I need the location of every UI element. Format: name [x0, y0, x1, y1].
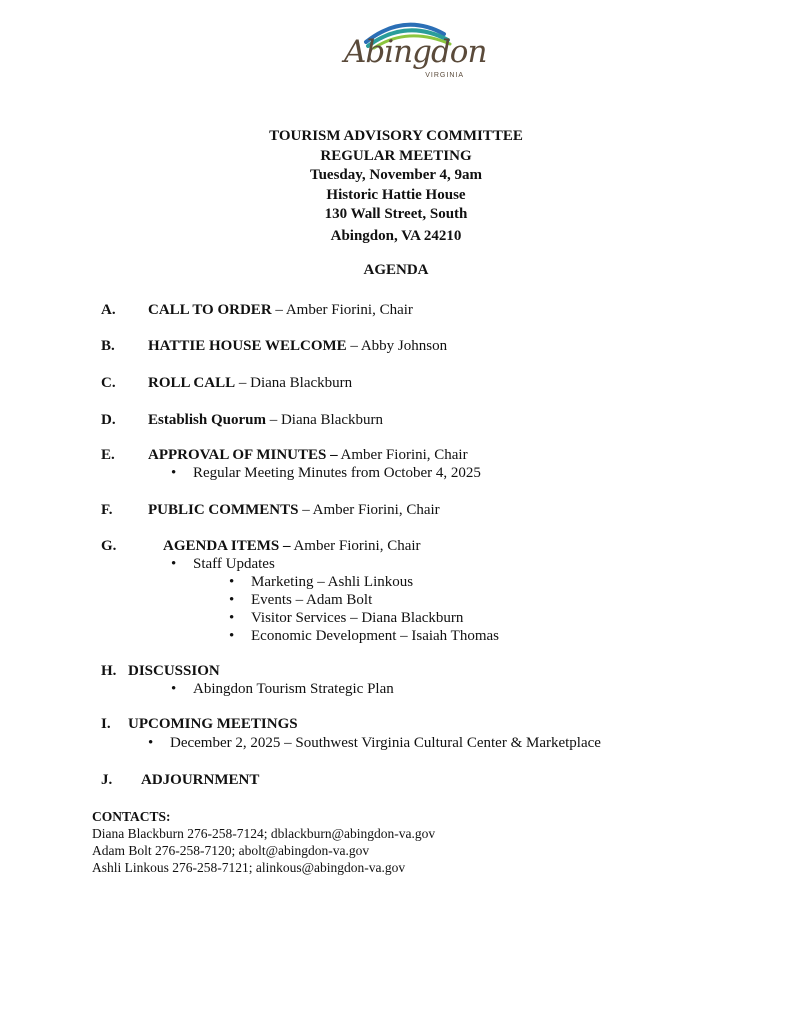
committee-name: TOURISM ADVISORY COMMITTEE	[269, 128, 523, 144]
venue-street: 130 Wall Street, South	[324, 206, 468, 222]
item-letter: B.	[101, 338, 115, 354]
bullet-text: Abingdon Tourism Strategic Plan	[193, 681, 394, 697]
list-item	[229, 592, 372, 609]
item-label: DISCUSSION	[128, 663, 220, 679]
item-label: PUBLIC COMMENTS	[148, 502, 299, 518]
bullet-icon: •	[171, 556, 177, 572]
list-item	[148, 735, 601, 752]
item-label: HATTIE HOUSE WELCOME	[148, 338, 347, 354]
list-item	[171, 465, 481, 482]
bullet-icon: •	[229, 574, 235, 590]
item-presenter: Amber Fiorini, Chair	[290, 538, 421, 554]
bullet-icon: •	[171, 681, 177, 697]
item-presenter: – Amber Fiorini, Chair	[298, 502, 440, 518]
bullet-icon: •	[148, 735, 154, 751]
contact-line: Ashli Linkous 276-258-7121; alinkous@abingdon-va.gov	[92, 860, 406, 875]
item-label: UPCOMING MEETINGS	[128, 716, 298, 732]
agenda-heading: AGENDA	[363, 262, 429, 278]
list-item	[171, 681, 394, 698]
bullet-text: Staff Updates	[193, 556, 275, 572]
meeting-header	[0, 127, 792, 246]
bullet-icon: •	[229, 592, 235, 608]
item-letter: F.	[101, 502, 113, 518]
logo-wordmark: Abingdon	[344, 34, 487, 70]
venue-city: Abingdon, VA 24210	[330, 227, 462, 244]
bullet-text: Regular Meeting Minutes from October 4, 2025	[193, 465, 481, 481]
bullet-text: Marketing – Ashli Linkous	[251, 574, 414, 590]
bullet-text: December 2, 2025 – Southwest Virginia Cultural Center & Marketplace	[170, 735, 601, 751]
bullet-text: Events – Adam Bolt	[251, 592, 373, 608]
item-label: APPROVAL OF MINUTES –	[148, 447, 338, 463]
list-item	[229, 574, 413, 591]
list-item	[229, 628, 499, 645]
contacts-block	[92, 808, 435, 876]
contact-line: Diana Blackburn 276-258-7124; dblackburn@abingdon-va.gov	[92, 826, 436, 841]
item-letter: C.	[101, 375, 116, 391]
bullet-icon: •	[171, 465, 177, 481]
item-label: CALL TO ORDER	[148, 302, 272, 318]
item-presenter: – Abby Johnson	[346, 338, 448, 354]
item-presenter: – Diana Blackburn	[235, 375, 353, 391]
bullet-icon: •	[229, 628, 235, 644]
item-presenter: – Amber Fiorini, Chair	[271, 302, 413, 318]
bullet-icon: •	[229, 610, 235, 626]
logo-state: VIRGINIA	[425, 72, 464, 79]
bullet-text: Visitor Services – Diana Blackburn	[251, 610, 464, 626]
contacts-heading: CONTACTS:	[92, 809, 171, 824]
abingdon-logo	[344, 14, 487, 90]
item-label: AGENDA ITEMS –	[163, 538, 291, 554]
item-letter: A.	[101, 302, 116, 318]
item-label: ADJOURNMENT	[141, 772, 260, 788]
bullet-text: Economic Development – Isaiah Thomas	[251, 628, 499, 644]
item-letter: D.	[101, 412, 116, 428]
meeting-date: Tuesday, November 4, 9am	[309, 167, 483, 183]
item-presenter: – Diana Blackburn	[265, 412, 384, 428]
item-letter: E.	[101, 447, 115, 463]
meeting-venue: Historic Hattie House	[326, 186, 466, 203]
item-label: Establish Quorum	[148, 412, 266, 428]
item-letter: G.	[101, 538, 117, 554]
item-presenter: Amber Fiorini, Chair	[337, 447, 468, 463]
meeting-type: REGULAR MEETING	[320, 147, 472, 164]
contact-line: Adam Bolt 276-258-7120; abolt@abingdon-va.gov	[92, 843, 370, 858]
item-label: ROLL CALL	[148, 375, 236, 391]
list-item	[171, 556, 275, 573]
list-item	[229, 610, 463, 627]
item-letter: J.	[101, 772, 113, 788]
item-letter: H.	[101, 663, 117, 679]
item-letter: I.	[101, 716, 111, 732]
